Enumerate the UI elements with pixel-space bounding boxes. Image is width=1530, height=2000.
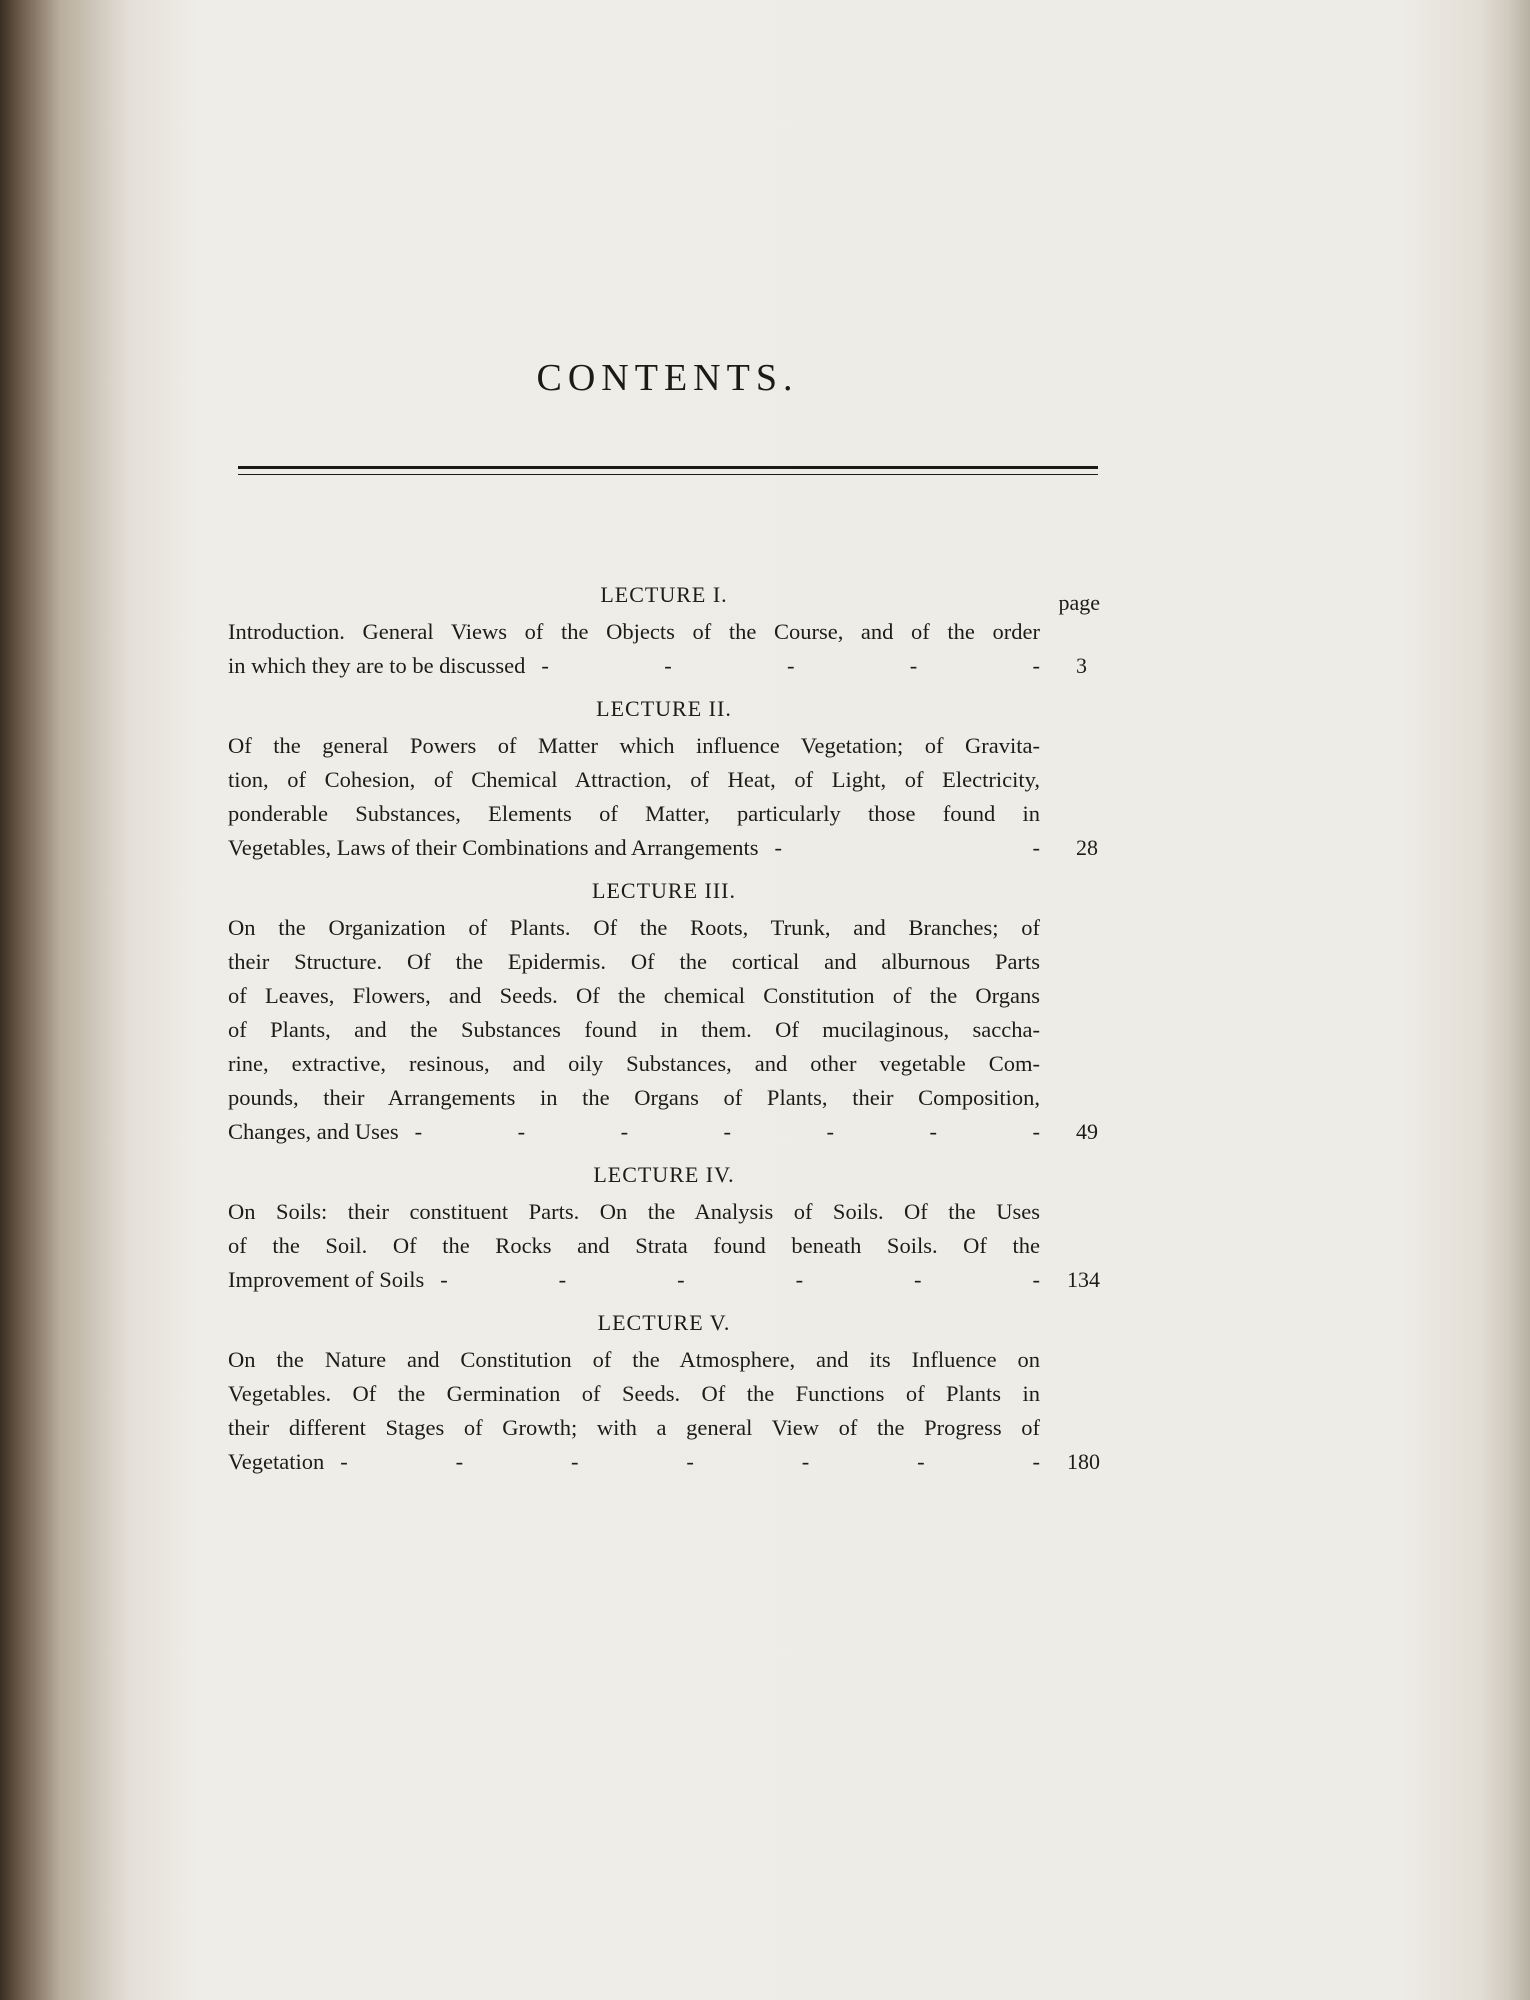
lecture-entry [228, 1155, 1100, 1297]
lecture-entry [228, 575, 1100, 683]
description-line: of the Soil. Of the Rocks and Strata found beneath Soils. Of the [228, 1233, 1040, 1258]
page-number: 180 [1067, 1449, 1100, 1474]
leader-dots: - - - - - [541, 653, 1040, 678]
lecture-description: On the Organization of Plants. Of the Roots, Trunk, and Branches; of their Structure. Of the Epidermis. Of the cortical and alburnous Parts of Leaves, Flowers, and Seeds. Of the chemical Constitution of the Organs of Plants, and the Substances found in them. Of mucilaginous, saccha- rine, extractive, resinous, and oily Substances, and other vegetable Com- pounds, their Arrangements in the Organs of Plants, their Composition, Changes, and Uses - - - - - - - 49 [228, 911, 1100, 1149]
description-line: in which they are to be discussed [228, 653, 526, 678]
description-line: Of the general Powers of Matter which influence Vegetation; of Gravita- [228, 733, 1040, 758]
leader-dots: - - - - - - [440, 1267, 1040, 1292]
page-title: CONTENTS. [536, 357, 799, 399]
description-line: Improvement of Soils [228, 1267, 425, 1292]
description-line: ponderable Substances, Elements of Matter, particularly those found in [228, 801, 1040, 826]
description-line: Vegetables. Of the Germination of Seeds. Of the Functions of Plants in [228, 1381, 1040, 1406]
leader-dots: - - - - - - - [340, 1449, 1040, 1474]
lecture-entry [228, 1303, 1100, 1479]
lecture-heading: LECTURE V. [597, 1310, 731, 1335]
description-line: Vegetation [228, 1449, 325, 1474]
description-line: Vegetables, Laws of their Combinations and Arrangements [228, 835, 759, 860]
lecture-entry [228, 871, 1100, 1149]
description-line: On the Nature and Constitution of the Atmosphere, and its Influence on [228, 1347, 1040, 1372]
description-line: Changes, and Uses [228, 1119, 399, 1144]
double-rule-divider [238, 466, 1098, 475]
lecture-heading: LECTURE I. [600, 582, 728, 607]
description-line: their different Stages of Growth; with a general View of the Progress of [228, 1415, 1040, 1440]
page-number: 134 [1067, 1267, 1100, 1292]
contents-list [228, 575, 1100, 1485]
lecture-heading: LECTURE II. [596, 696, 732, 721]
lecture-description: Introduction. General Views of the Objects of the Course, and of the order in which they are to be discussed - - - - - 3 [228, 615, 1100, 683]
description-line: Introduction. General Views of the Objects of the Course, and of the order [228, 619, 1040, 644]
description-line: their Structure. Of the Epidermis. Of the cortical and alburnous Parts [228, 949, 1040, 974]
leader-dots: - - - - - - - [414, 1119, 1040, 1144]
description-line: On Soils: their constituent Parts. On the Analysis of Soils. Of the Uses [228, 1199, 1040, 1224]
lecture-description [228, 1195, 1100, 1297]
lecture-description [228, 1343, 1100, 1479]
description-line: On the Organization of Plants. Of the Roots, Trunk, and Branches; of [228, 915, 1040, 940]
description-line: of Plants, and the Substances found in them. Of mucilaginous, saccha- [228, 1017, 1040, 1042]
description-line: rine, extractive, resinous, and oily Substances, and other vegetable Com- [228, 1051, 1040, 1076]
lecture-heading: LECTURE III. [592, 878, 736, 903]
description-line: pounds, their Arrangements in the Organs of Plants, their Composition, [228, 1085, 1040, 1110]
leader-dots: - - [774, 835, 1040, 860]
description-line: of Leaves, Flowers, and Seeds. Of the chemical Constitution of the Organs [228, 983, 1040, 1008]
description-line: tion, of Cohesion, of Chemical Attraction, of Heat, of Light, of Electricity, [228, 767, 1040, 792]
lecture-description: Of the general Powers of Matter which influence Vegetation; of Gravita- tion, of Cohesion, of Chemical Attraction, of Heat, of Light, of Electricity, ponderable Substances, Elements of Matter, particularly those found in Vegetables, Laws of their Combinations and Arrangements - - 28 [228, 729, 1100, 865]
lecture-heading: LECTURE IV. [593, 1162, 735, 1187]
page-column-label: page [1058, 590, 1100, 615]
lecture-entry [228, 689, 1100, 865]
